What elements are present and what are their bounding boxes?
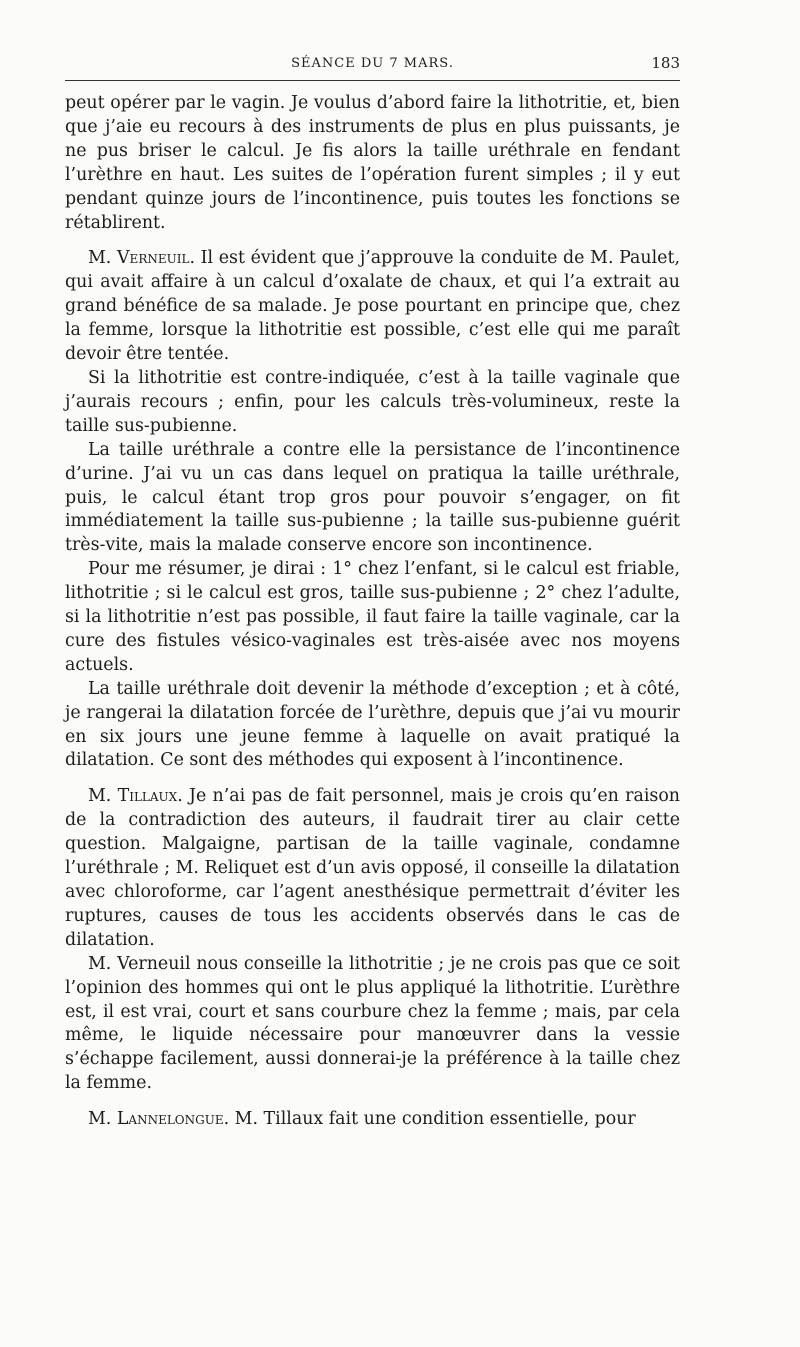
paragraph-text: peut opérer par le vagin. Je voulus d’abord faire la lithotritie, et, bien que j’aie eu recours à des instruments de plus en plus puissants, je ne pus briser le calcul. Je fis alors la taille uréthrale en fendant l’urèthre en haut. Les suites de l’opération furent simples ; il y eut pendant quinze jours de l’incontinence, puis toutes les fonctions se rétablirent. xyxy=(65,93,680,233)
paragraph-5 xyxy=(65,558,680,678)
header-rule xyxy=(65,80,680,81)
running-title: SÉANCE DU 7 MARS. xyxy=(291,56,454,71)
paragraph-text: Si la lithotritie est contre-indiquée, c’est à la taille vaginale que j’aurais recours ; enfin, pour les calculs très-volumineux, reste la taille sus-pubienne. xyxy=(65,367,680,436)
book-page xyxy=(65,52,680,1132)
paragraph-8 xyxy=(65,953,680,1096)
paragraph-7 xyxy=(65,785,680,952)
paragraph-text: Pour me résumer, je dirai : 1° chez l’enfant, si le calcul est friable, lithotritie ; si le calcul est gros, taille sus-pubienne ; 2° chez l’adulte, si la lithotritie n’est pas possible, il faut faire la taille vaginale, car la cure des fistules vésico-vaginales est très-aisée avec nos moyens actuels. xyxy=(65,559,680,675)
paragraph-1 xyxy=(65,92,680,235)
paragraph-6 xyxy=(65,678,680,774)
paragraph-3 xyxy=(65,367,680,439)
speaker-name: M. Tillaux. xyxy=(88,786,183,807)
paragraph-2 xyxy=(65,247,680,367)
paragraph-text: M. Verneuil nous conseille la lithotritie ; je ne crois pas que ce soit l’opinion des hommes qui ont le plus appliqué la lithotritie. L’urèthre est, il est vrai, court et sans courbure chez la femme ; mais, par cela même, le liquide nécessaire pour manœuvrer dans la vessie s’échappe facilement, aussi donnerai-je la préférence à la taille chez la femme. xyxy=(65,953,680,1094)
paragraph-text: La taille uréthrale doit devenir la méthode d’exception ; et à côté, je rangerai la dilatation forcée de l’urèthre, depuis que j’ai vu mourir en six jours une jeune femme à laquelle on avait pratiqué la dilatation. Ce sont des méthodes qui exposent à l’incontinence. xyxy=(65,678,680,771)
paragraph-9 xyxy=(65,1108,680,1132)
body-text xyxy=(65,92,680,1132)
speaker-name: M. Verneuil. xyxy=(88,248,195,269)
paragraph-text: Je n’ai pas de fait personnel, mais je crois qu’en raison de la contradiction des auteurs, il faudrait tirer au clair cette question. Malgaigne, partisan de la taille vaginale, condamne l’uréthrale ; M. Reliquet est d’un avis opposé, il conseille la dilatation avec chloroforme, car l’agent anesthésique permettrait d’éviter les ruptures, causes de tous les accidents observés dans le cas de dilatation. xyxy=(65,786,680,950)
paragraph-text: M. Tillaux fait une condition essentielle, pour xyxy=(234,1109,636,1130)
page-number: 183 xyxy=(651,54,680,72)
paragraph-text: Il est évident que j’approuve la conduite de M. Paulet, qui avait affaire à un calcul d’oxalate de chaux, et qui l’a extrait au grand bénéfice de sa malade. Je pose pourtant en principe que, chez la femme, lorsque la lithotritie est possible, c’est elle qui me paraît devoir être tentée. xyxy=(65,248,680,365)
paragraph-4 xyxy=(65,439,680,559)
paragraph-text: La taille uréthrale a contre elle la persistance de l’incontinence d’urine. J’ai vu un cas dans lequel on pratiqua la taille uréthrale, puis, le calcul étant trop gros pour pouvoir s’engager, on fit immédiatement la taille sus-pubienne ; la taille sus-pubienne guérit très-vite, mais la malade conserve encore son incontinence. xyxy=(65,439,680,556)
running-head xyxy=(65,52,680,78)
speaker-name: M. Lannelongue. xyxy=(88,1109,230,1130)
